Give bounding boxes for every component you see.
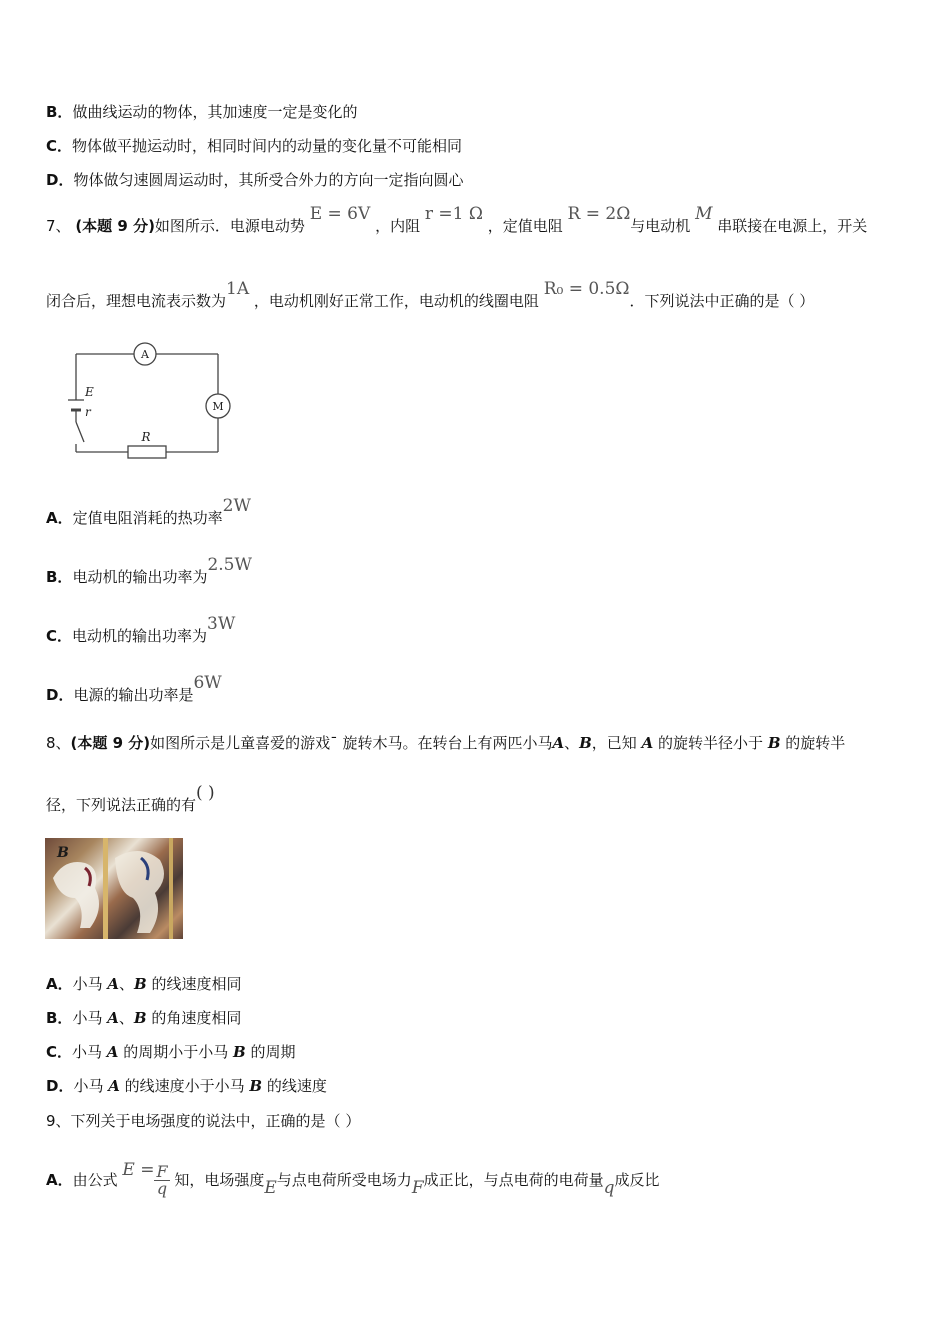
var-f: F: [411, 1178, 424, 1198]
formula-lhs: E =: [122, 1160, 155, 1180]
formula-internal-resistance: r =1 Ω: [424, 204, 483, 224]
internal-resistance-label: r: [85, 405, 91, 419]
q6-option-c: [46, 136, 462, 156]
question-score: (本题 9 分): [70, 734, 151, 752]
var-b: B: [133, 1009, 147, 1027]
var-b: B: [134, 975, 147, 993]
var-a: A: [552, 734, 565, 752]
option-text: 电源的输出功率是: [73, 686, 194, 704]
option-text: 小马: [73, 1077, 109, 1095]
question-number: 9、: [46, 1112, 71, 1130]
stem-text: ˉ: [330, 734, 338, 752]
stem-text: 闭合后，理想电流表示数为: [46, 292, 227, 310]
option-letter: A．: [46, 1171, 73, 1189]
q9-stem: [46, 1111, 360, 1131]
motor-label: M: [212, 400, 224, 413]
option-letter: C．: [46, 137, 73, 155]
option-text: 小马: [72, 1009, 108, 1027]
var-a: A: [106, 1043, 119, 1061]
stem-text: ．下列说法中正确的是（ ）: [629, 292, 815, 310]
option-text: 物体做平抛运动时，相同时间内的动量的变化量不可能相同: [72, 137, 463, 155]
q8-stem-line2: [46, 783, 215, 815]
var-b: B: [767, 734, 781, 752]
formula-emf: E = 6V: [309, 204, 371, 224]
fraction-numerator: F: [156, 1162, 168, 1181]
option-text: 成正比，与点电荷的电荷量: [423, 1171, 604, 1189]
option-text: 、: [118, 1009, 134, 1027]
option-text: 知，电场强度: [174, 1171, 265, 1189]
switch: [76, 422, 84, 442]
emf-label: E: [85, 385, 94, 399]
option-letter: C．: [46, 1043, 73, 1061]
stem-text: 下列关于电场强度的说法中，正确的是（ ）: [70, 1112, 361, 1130]
option-value: 3W: [207, 614, 236, 634]
option-letter: C．: [46, 627, 73, 645]
stem-text: 的旋转半径小于: [658, 734, 764, 752]
fraction-denominator: q: [156, 1179, 168, 1198]
photo-label-b: B: [57, 845, 69, 861]
option-letter: D．: [46, 1077, 74, 1095]
q7-option-a: [46, 496, 251, 528]
question-number: 7、: [46, 217, 71, 235]
option-text: 电动机的输出功率为: [72, 627, 208, 645]
stem-text: 、: [564, 734, 580, 752]
var-a: A: [108, 1077, 120, 1095]
ammeter-label: A: [141, 348, 149, 361]
option-text: 、: [119, 975, 135, 993]
option-text: 的线速度相同: [146, 975, 242, 993]
q6-option-b: [46, 102, 357, 122]
option-letter: A．: [46, 509, 73, 527]
option-text: 与点电荷所受电场力: [276, 1171, 412, 1189]
option-letter: D．: [46, 686, 74, 704]
stem-text: ，电动机刚好正常工作，电动机的线圈电阻: [253, 292, 539, 310]
q7-option-c: [46, 614, 236, 646]
stem-text: ，已知: [591, 734, 637, 752]
option-letter: B．: [46, 1009, 73, 1027]
var-q: q: [603, 1178, 615, 1198]
q7-option-b: [46, 555, 252, 587]
stem-text: 旋转木马。在转台上有两匹小马: [342, 734, 553, 752]
var-a: A: [641, 734, 654, 752]
q8-option-d: [46, 1076, 327, 1096]
option-text: 成反比: [614, 1171, 660, 1189]
stem-text: ，内阻: [375, 217, 421, 235]
stem-text: 如图所示．电源电动势: [154, 217, 305, 235]
option-text: 小马: [72, 975, 108, 993]
stem-text: 如图所示是儿童喜爱的游戏: [150, 734, 331, 752]
stem-text: 径，下列说法正确的有: [46, 796, 197, 814]
var-a: A: [107, 1009, 119, 1027]
option-text: 小马: [72, 1043, 107, 1061]
option-text: 的线速度: [262, 1077, 327, 1095]
option-text: 做曲线运动的物体，其加速度一定是变化的: [72, 103, 358, 121]
formula-coil-resistance: R₀ = 0.5Ω: [543, 279, 630, 299]
stem-text: 串联接在电源上，开关: [717, 217, 868, 235]
option-letter: D．: [46, 171, 74, 189]
option-letter: A．: [46, 975, 73, 993]
q7-stem-line2: [46, 279, 815, 311]
stem-text: 的旋转半: [785, 734, 846, 752]
q8-option-c: [46, 1042, 295, 1062]
option-text: 的线速度小于小马: [119, 1077, 250, 1095]
var-b: B: [232, 1043, 246, 1061]
formula-motor: M: [695, 204, 713, 224]
option-value: 2W: [222, 496, 251, 516]
option-text: 物体做匀速圆周运动时，其所受合外力的方向一定指向圆心: [73, 171, 464, 189]
option-text: 由公式: [72, 1171, 118, 1189]
option-letter: B．: [46, 103, 73, 121]
q7-stem-line1: [46, 204, 868, 236]
option-value: 6W: [193, 673, 222, 693]
q6-option-d: [46, 170, 463, 190]
formula-resistor: R = 2Ω: [567, 204, 631, 224]
option-text: 的角速度相同: [146, 1009, 242, 1027]
q8-stem-line1: [46, 733, 845, 753]
var-b: B: [579, 734, 592, 752]
q9-option-a: [46, 1160, 660, 1200]
carousel-illustration: [45, 838, 183, 939]
q8-option-b: [46, 1008, 241, 1028]
formula-fraction: [154, 1164, 169, 1197]
option-text: 的周期: [245, 1043, 296, 1061]
carousel-photo: [45, 838, 183, 939]
q7-option-d: [46, 673, 222, 705]
option-text: 定值电阻消耗的热功率: [72, 509, 223, 527]
resistor-symbol: [128, 446, 166, 458]
var-a: A: [107, 975, 120, 993]
var-b: B: [249, 1077, 263, 1095]
stem-text: 与电动机: [630, 217, 691, 235]
question-number: 8、: [46, 734, 71, 752]
question-score: (本题 9 分): [75, 217, 155, 235]
option-text: 电动机的输出功率为: [72, 568, 208, 586]
stem-text: ，定值电阻: [487, 217, 563, 235]
option-text: 的周期小于小马: [118, 1043, 233, 1061]
circuit-diagram: [60, 340, 240, 465]
answer-blank: ( ): [196, 783, 215, 803]
option-letter: B．: [46, 568, 73, 586]
var-e: E: [264, 1178, 277, 1198]
formula-current: 1A: [226, 279, 250, 299]
resistor-label: R: [141, 430, 151, 444]
q8-option-a: [46, 974, 242, 994]
option-value: 2.5W: [207, 555, 252, 575]
